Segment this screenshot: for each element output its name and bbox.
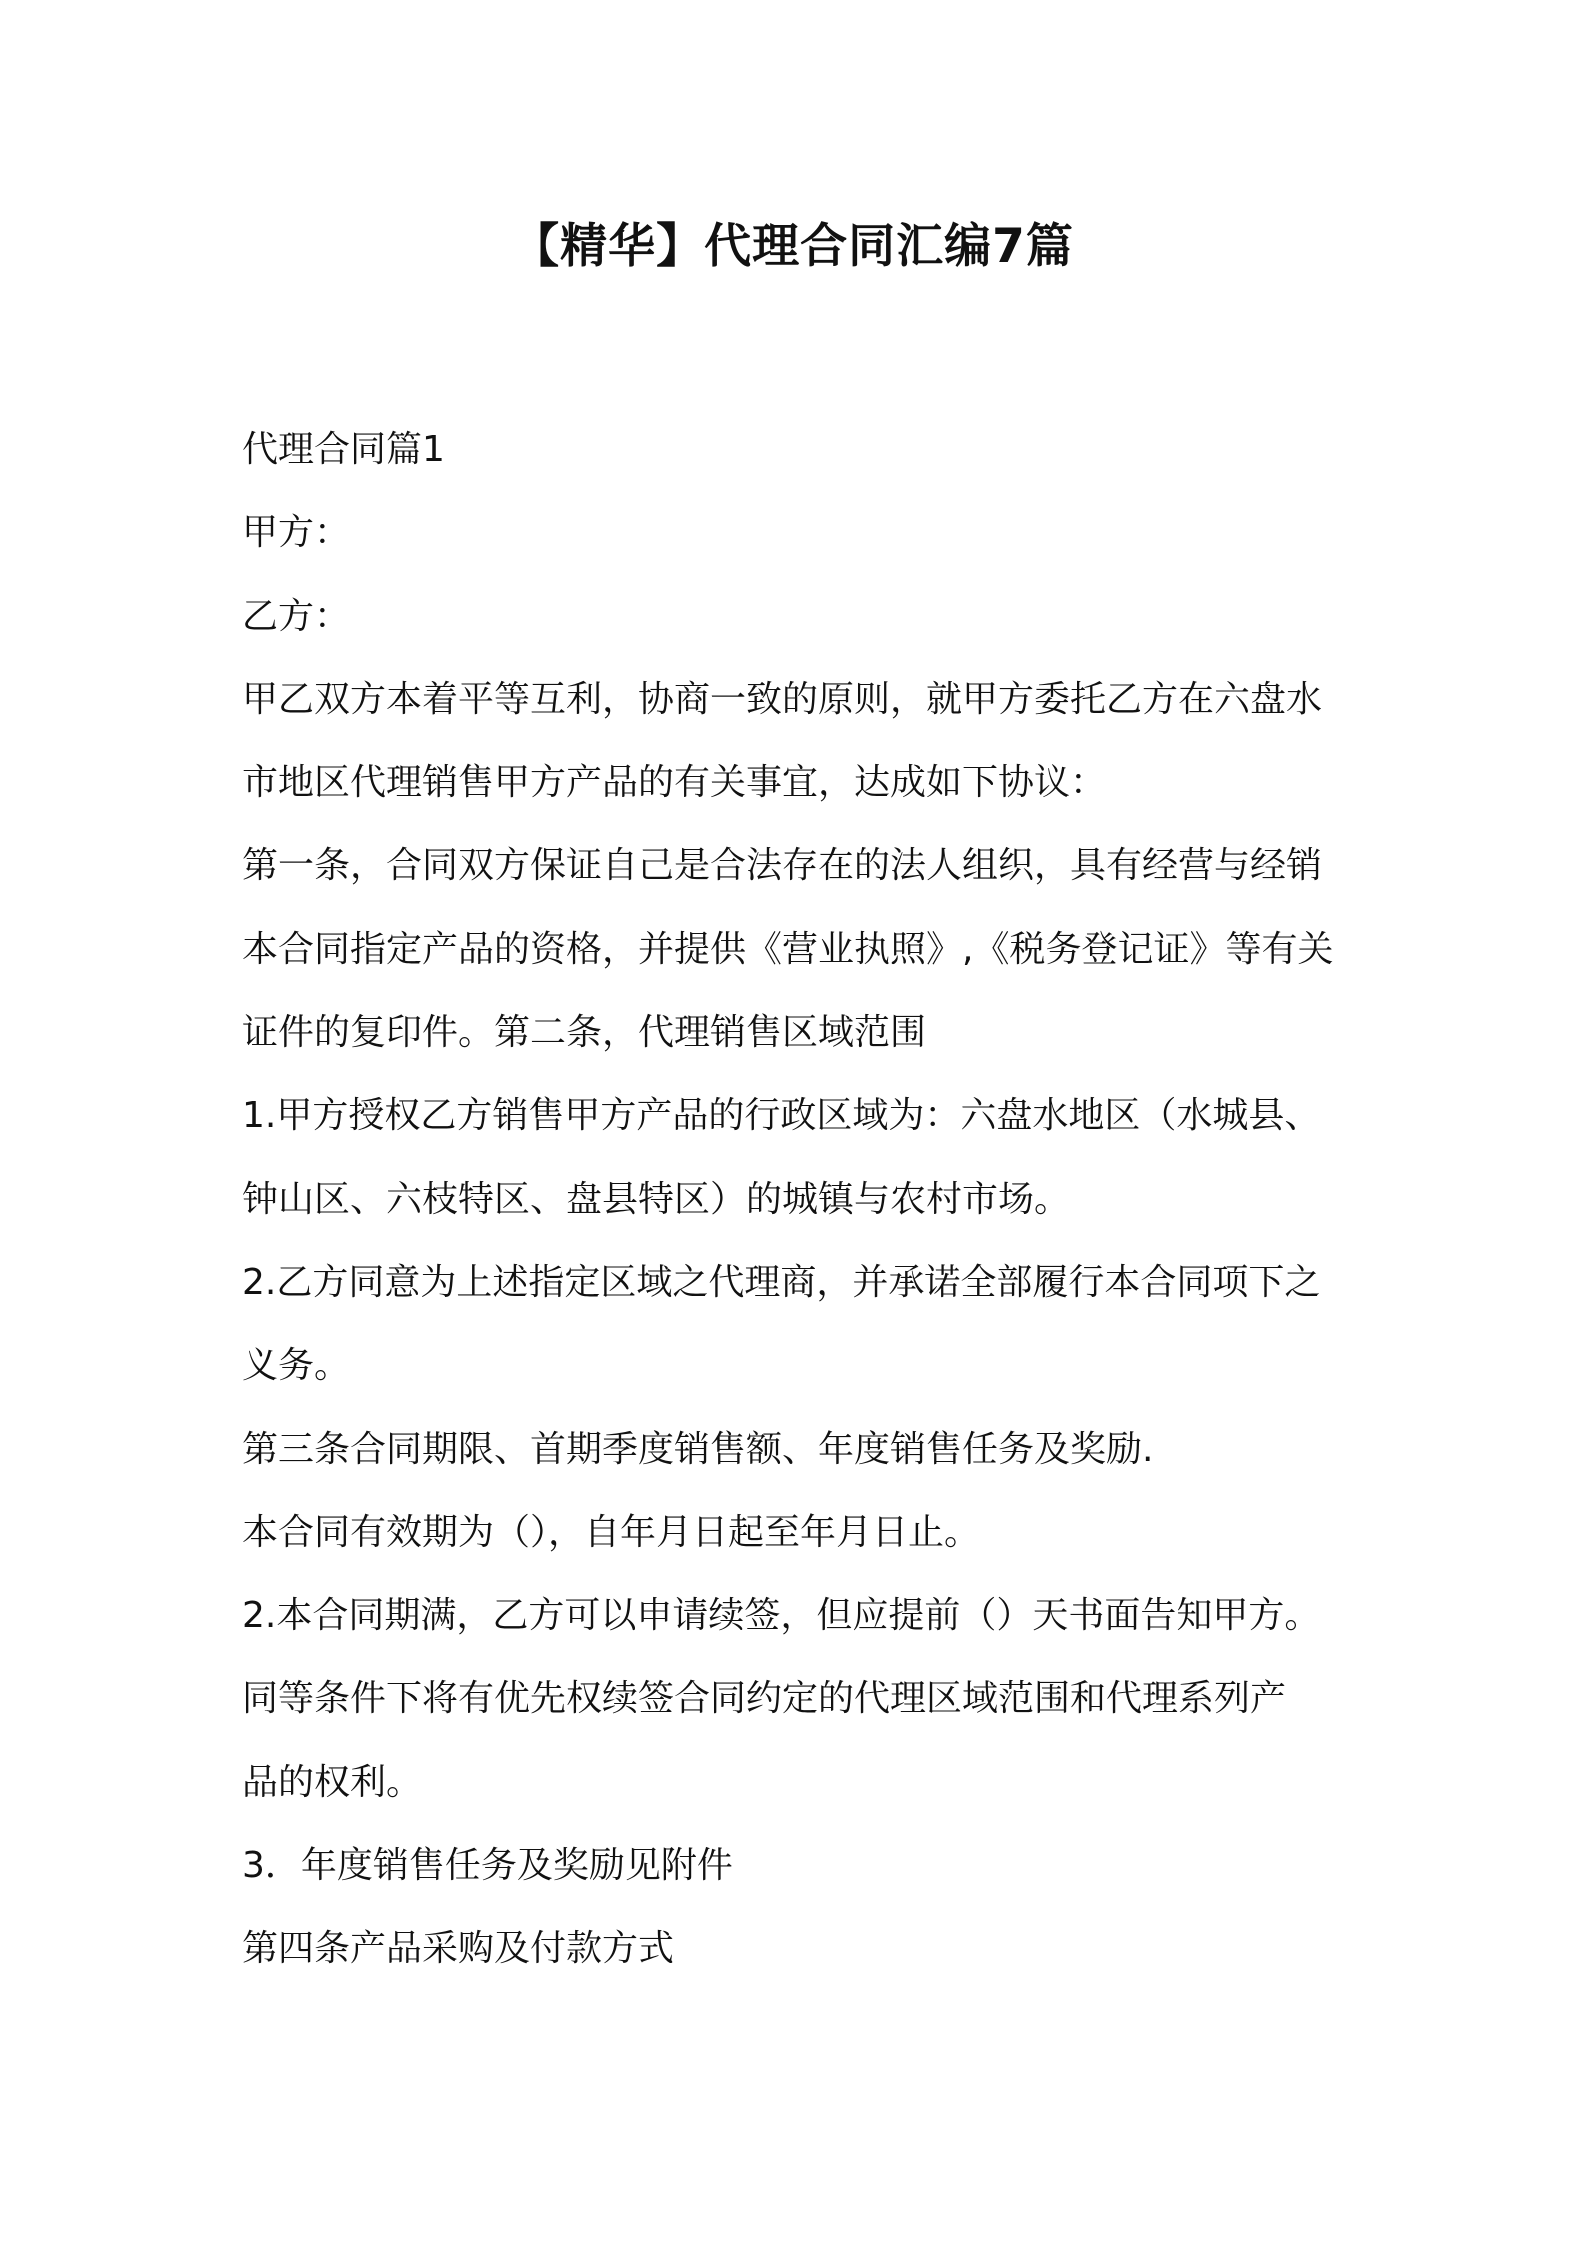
- text-line: 同等条件下将有优先权续签合同约定的代理区域范围和代理系列产: [242, 1678, 1287, 1720]
- text-line: 2.乙方同意为上述指定区域之代理商，并承诺全部履行本合同项下之: [242, 1261, 1321, 1303]
- text-line: 钟山区、六枝特区、盘县特区）的城镇与农村市场。: [242, 1178, 1071, 1220]
- text-line: 2.本合同期满，乙方可以申请续签，但应提前（）天书面告知甲方。: [242, 1595, 1321, 1637]
- text-line: 市地区代理销售甲方产品的有关事宜，达成如下协议：: [242, 762, 1107, 804]
- text-line: 第一条，合同双方保证自己是合法存在的法人组织，具有经营与经销: [242, 845, 1323, 887]
- text-line: 第三条合同期限、首期季度销售额、年度销售任务及奖励.: [242, 1428, 1154, 1470]
- text-line: 义务。: [242, 1345, 351, 1387]
- text-line: 本合同指定产品的资格，并提供《营业执照》,《税务登记证》等有关: [242, 928, 1334, 970]
- text-line: 证件的复印件。第二条，代理销售区域范围: [242, 1012, 927, 1054]
- party-a-line: 甲方：: [242, 512, 351, 554]
- text-line: 甲乙双方本着平等互利，协商一致的原则，就甲方委托乙方在六盘水: [242, 678, 1323, 720]
- section-heading: 代理合同篇1: [242, 429, 445, 470]
- text-line: 第四条产品采购及付款方式: [242, 1928, 675, 1970]
- document-body: [242, 408, 1362, 1991]
- party-b-line: 乙方：: [242, 595, 351, 637]
- text-line: 品的权利。: [242, 1761, 423, 1803]
- text-line: 1.甲方授权乙方销售甲方产品的行政区域为：六盘水地区（水城县、: [242, 1095, 1321, 1137]
- document-title: 【精华】代理合同汇编7篇: [512, 219, 1074, 274]
- text-line: 本合同有效期为（），自年月日起至年月日止。: [242, 1511, 981, 1553]
- text-line: 3．年度销售任务及奖励见附件: [242, 1845, 733, 1887]
